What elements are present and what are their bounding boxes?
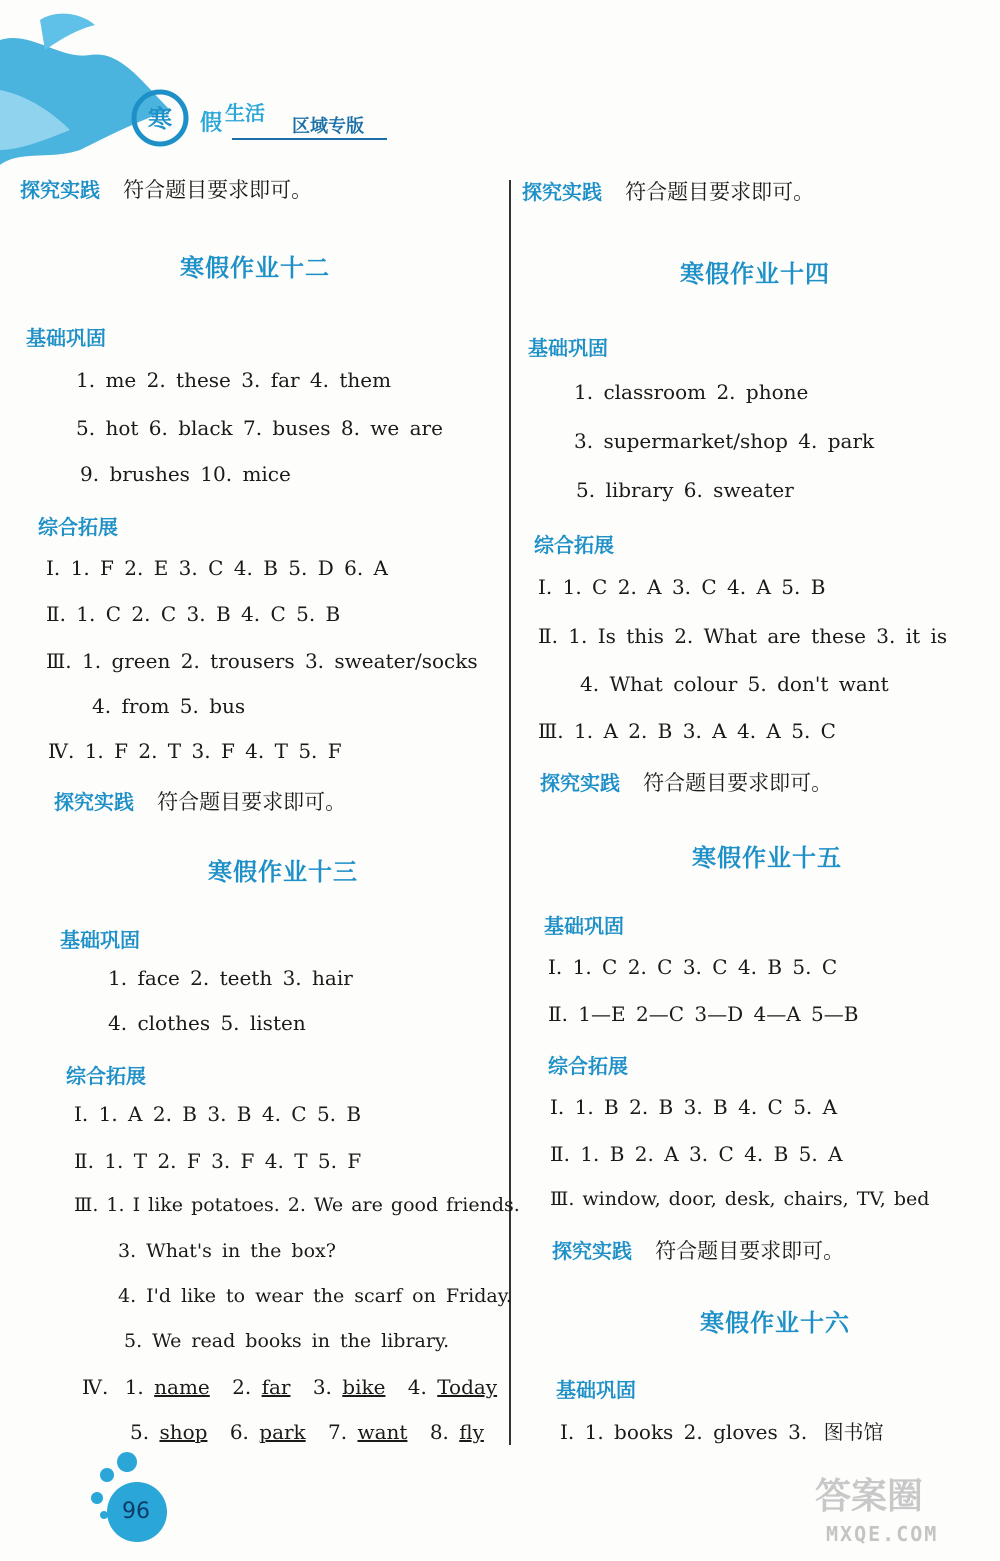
answer-line: Ⅰ. 1. A 2. B 3. B 4. C 5. B: [74, 1102, 362, 1126]
underlined-word: park: [259, 1420, 306, 1444]
right-top-practice: [522, 176, 814, 206]
practice-row-12: [54, 786, 346, 816]
left-top-practice: [20, 174, 312, 204]
label-basic-12: 基础巩固: [26, 326, 106, 350]
answer-line: Ⅱ. 1. Is this 2. What are these 3. it is: [538, 624, 948, 648]
svg-text:生活: 生活: [225, 101, 265, 125]
answer-line: 5. library 6. sweater: [576, 478, 794, 502]
answer-line: 4. from 5. bus: [92, 694, 246, 718]
brand-underline: [232, 138, 387, 140]
label-basic-15: 基础巩固: [544, 914, 624, 938]
answer-line: 4. What colour 5. don't want: [580, 672, 889, 696]
practice-text: 符合题目要求即可。: [123, 178, 313, 202]
answer-line: Ⅱ. 1—E 2—C 3—D 4—A 5—B: [548, 1002, 859, 1026]
practice-label: 探究实践: [552, 1239, 632, 1263]
item-number: 6.: [229, 1420, 249, 1444]
label-extend-13: 综合拓展: [66, 1064, 146, 1088]
underlined-word: fly: [459, 1420, 484, 1444]
practice-text: 符合题目要求即可。: [625, 180, 815, 204]
answer-line: 4. clothes 5. listen: [108, 1011, 306, 1035]
answer-line: 5. hot 6. black 7. buses 8. we are: [76, 416, 443, 440]
underlined-word: want: [357, 1420, 408, 1444]
answer-line: Ⅳ. 1. F 2. T 3. F 4. T 5. F: [48, 739, 342, 763]
label-extend-15: 综合拓展: [548, 1054, 628, 1078]
answer-text: Ⅰ. 1. books 2. gloves 3.: [560, 1420, 808, 1444]
answer-line: [560, 1416, 884, 1445]
label-extend-14: 综合拓展: [534, 533, 614, 557]
answer-line-iv: [130, 1420, 484, 1444]
label-basic-13: 基础巩固: [60, 928, 140, 952]
underlined-word: bike: [342, 1375, 386, 1399]
answer-line: Ⅲ. window, door, desk, chairs, TV, bed: [550, 1188, 930, 1210]
answer-line: 9. brushes 10. mice: [80, 462, 291, 486]
item-number: 2.: [232, 1375, 252, 1399]
item-number: 7.: [328, 1420, 348, 1444]
practice-text: 符合题目要求即可。: [655, 1239, 845, 1263]
item-number: 1.: [124, 1375, 144, 1399]
answer-line-iv: [82, 1375, 497, 1399]
underlined-word: Today: [437, 1375, 498, 1399]
section-title-15: 寒假作业十五: [692, 844, 842, 872]
brand-edition: 区域专版: [292, 116, 364, 137]
item-number: 4.: [407, 1375, 427, 1399]
practice-label: 探究实践: [540, 771, 620, 795]
answer-line: Ⅱ. 1. B 2. A 3. C 4. B 5. A: [550, 1142, 843, 1166]
answer-line: Ⅲ. 1. A 2. B 3. A 4. A 5. C: [538, 719, 836, 743]
answer-line: Ⅰ. 1. F 2. E 3. C 4. B 5. D 6. A: [46, 556, 388, 580]
item-number: 8.: [429, 1420, 449, 1444]
section-title-14: 寒假作业十四: [680, 260, 830, 288]
practice-label: 探究实践: [20, 178, 100, 202]
practice-text: 符合题目要求即可。: [643, 771, 833, 795]
watermark-url: MXQE.COM: [826, 1522, 939, 1546]
column-divider: [509, 180, 511, 1445]
watermark-logo: 答案圈: [815, 1476, 924, 1517]
underlined-word: shop: [159, 1420, 208, 1444]
section-title-13: 寒假作业十三: [208, 858, 358, 886]
answer-line: 3. supermarket/shop 4. park: [574, 429, 875, 453]
underlined-word: name: [154, 1375, 210, 1399]
practice-row-14: [540, 767, 832, 797]
answer-line: Ⅰ. 1. C 2. C 3. C 4. B 5. C: [548, 955, 838, 979]
label-basic-16: 基础巩固: [556, 1378, 636, 1402]
underlined-word: far: [261, 1375, 291, 1399]
answer-line: Ⅰ. 1. C 2. A 3. C 4. A 5. B: [538, 575, 826, 599]
roman-numeral: Ⅳ.: [82, 1375, 109, 1399]
item-number: 3.: [312, 1375, 332, 1399]
answer-line: Ⅱ. 1. C 2. C 3. B 4. C 5. B: [46, 602, 341, 626]
section-title-12: 寒假作业十二: [180, 254, 330, 282]
answer-line: Ⅲ. 1. I like potatoes. 2. We are good friends.: [74, 1194, 520, 1216]
answer-line: Ⅲ. 1. green 2. trousers 3. sweater/socks: [46, 649, 478, 673]
page-number: 96: [122, 1499, 150, 1524]
answer-line: Ⅱ. 1. T 2. F 3. F 4. T 5. F: [74, 1149, 362, 1173]
answer-line: 1. me 2. these 3. far 4. them: [76, 368, 392, 392]
practice-label: 探究实践: [522, 180, 602, 204]
section-title-16: 寒假作业十六: [700, 1309, 850, 1337]
practice-text: 符合题目要求即可。: [157, 790, 347, 814]
svg-text:假: 假: [200, 111, 223, 136]
answer-line: 5. We read books in the library.: [124, 1330, 450, 1352]
header-decoration: [0, 0, 400, 180]
answer-line: Ⅰ. 1. B 2. B 3. B 4. C 5. A: [550, 1095, 838, 1119]
svg-text:寒: 寒: [148, 105, 172, 133]
answer-line: 1. face 2. teeth 3. hair: [108, 966, 353, 990]
answer-text-cn: 图书馆: [823, 1420, 884, 1444]
answer-line: 1. classroom 2. phone: [574, 380, 809, 404]
practice-label: 探究实践: [54, 790, 134, 814]
answer-line: 3. What's in the box?: [118, 1240, 336, 1262]
item-number: 5.: [130, 1420, 150, 1444]
practice-row-15: [552, 1235, 844, 1265]
answer-line: 4. I'd like to wear the scarf on Friday.: [118, 1285, 512, 1307]
label-extend-12: 综合拓展: [38, 515, 118, 539]
label-basic-14: 基础巩固: [528, 336, 608, 360]
